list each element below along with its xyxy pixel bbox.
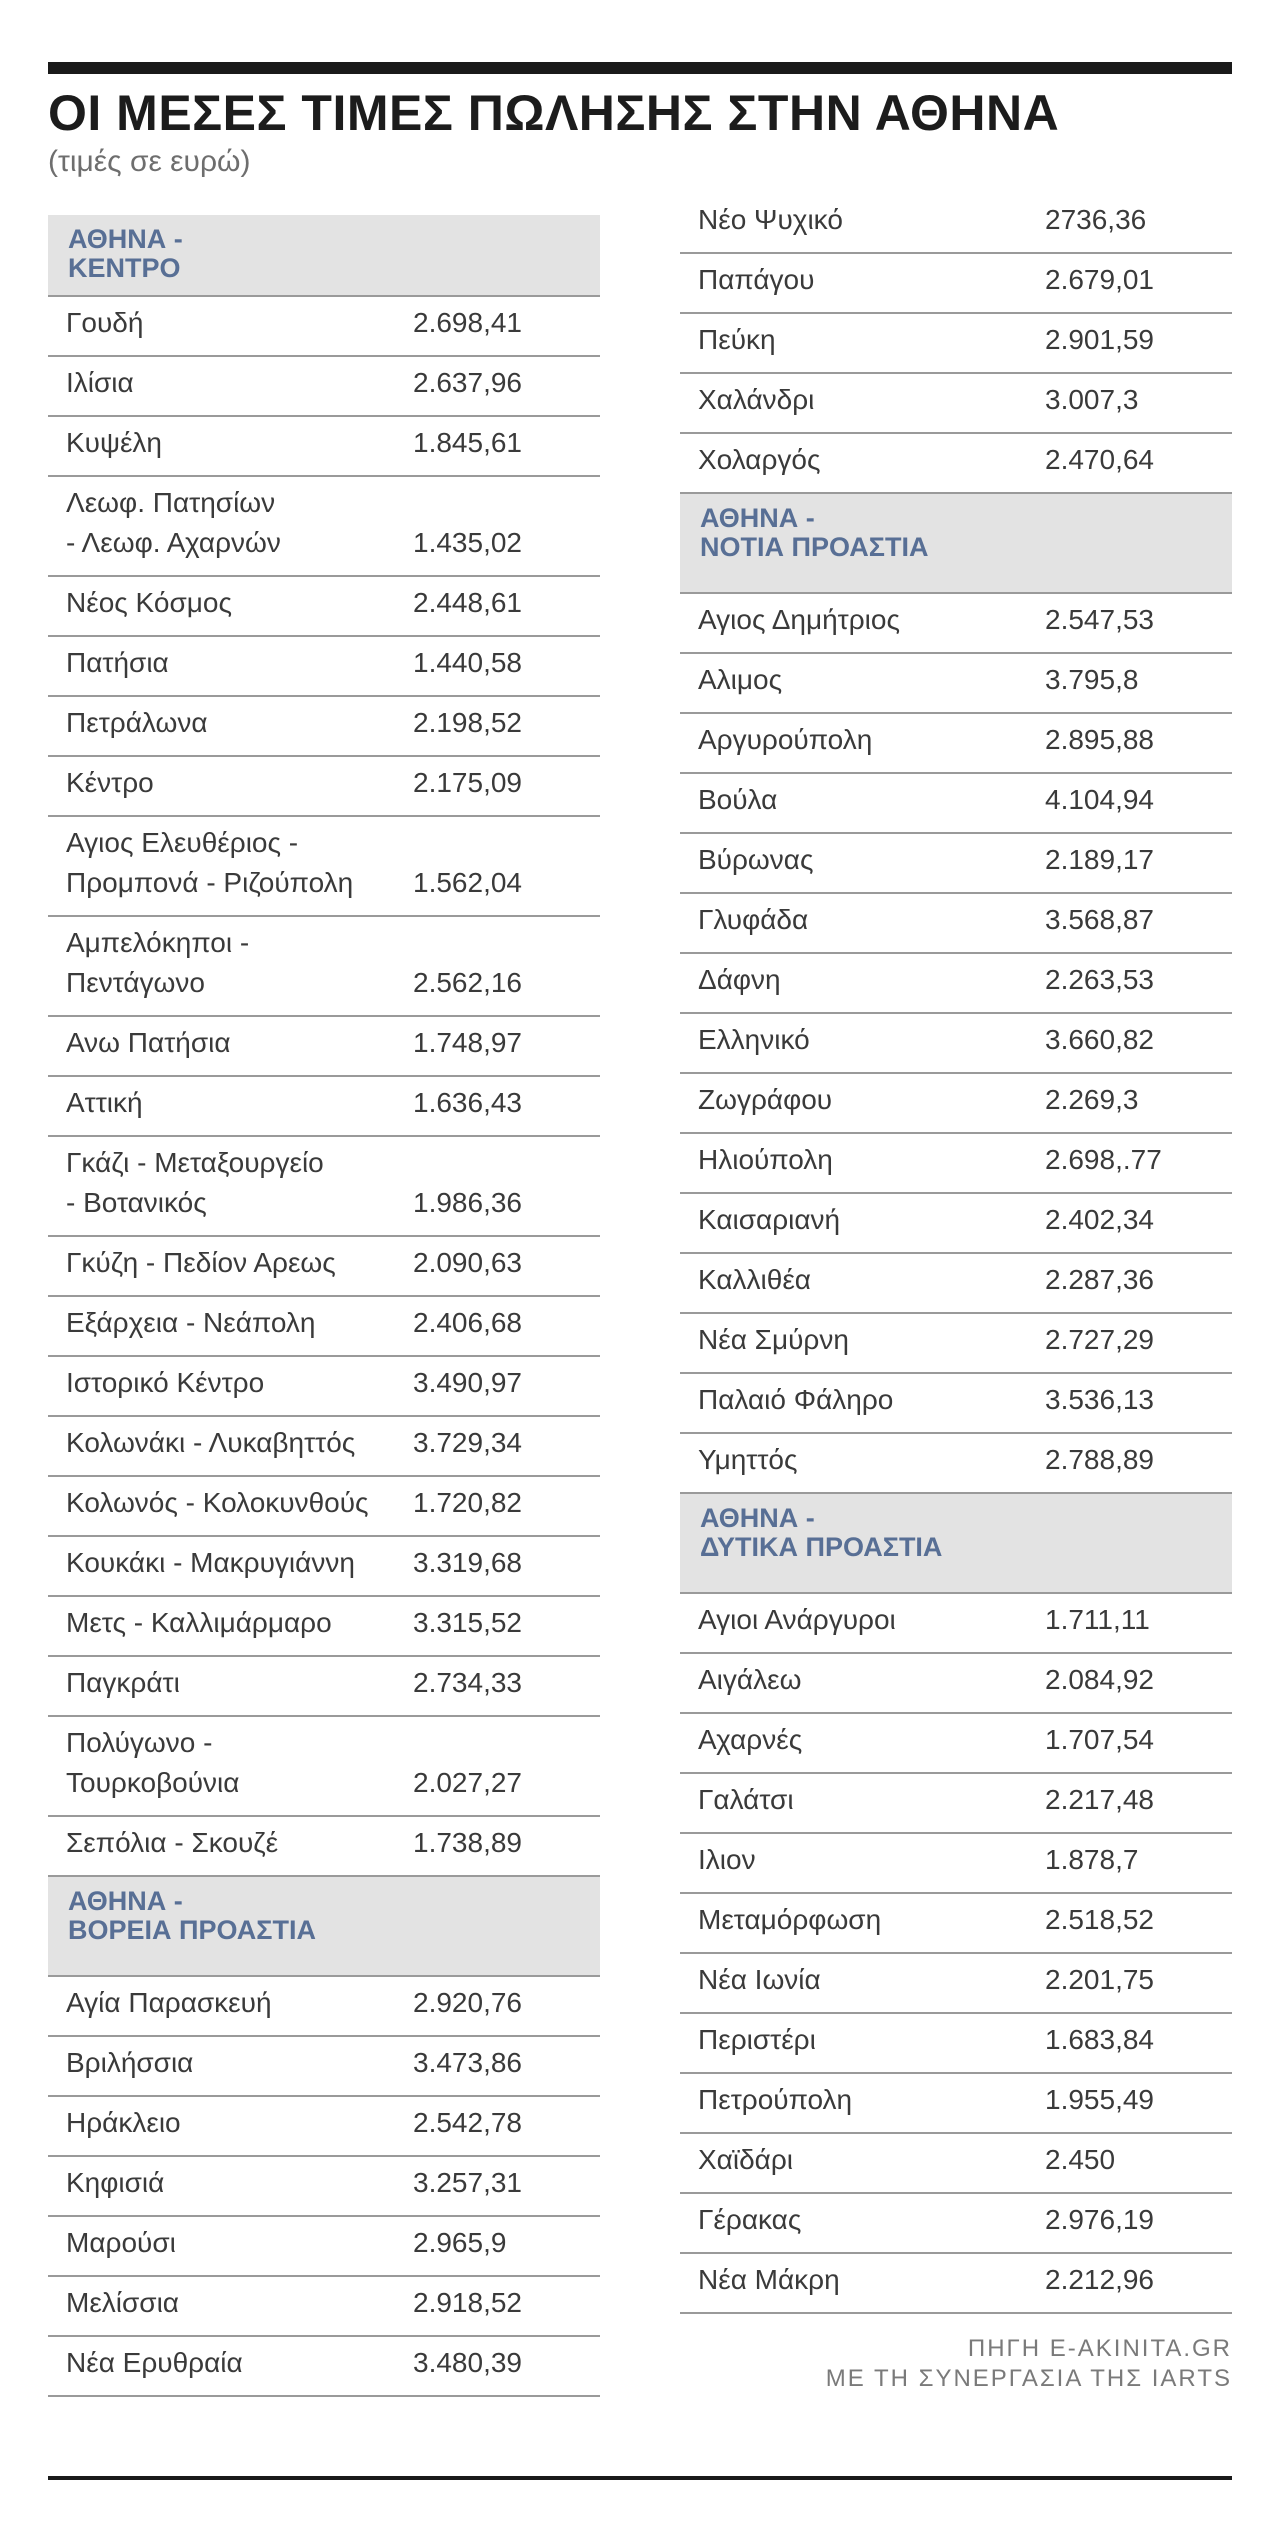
- area-name: Γκύζη - Πεδίον Αρεως: [66, 1247, 336, 1278]
- area-name: Νέα Μάκρη: [698, 2264, 840, 2295]
- area-name: Γέρακας: [698, 2204, 802, 2235]
- price-value: 1.636,43: [413, 1087, 522, 1118]
- table-row: [48, 697, 600, 757]
- area-name: Κολωνός - Κολοκυνθούς: [66, 1487, 369, 1518]
- area-name: Αγιος Δημήτριος: [698, 604, 900, 635]
- table-row: [680, 2254, 1232, 2314]
- table-row: [48, 1597, 600, 1657]
- price-value: 1.720,82: [413, 1487, 522, 1518]
- price-value: 1.440,58: [413, 647, 522, 678]
- section-header-dytika: [680, 1494, 1232, 1594]
- area-name: Χολαργός: [698, 444, 821, 475]
- area-name: Νέα Σμύρνη: [698, 1324, 849, 1355]
- table-row: [680, 314, 1232, 374]
- price-value: 2.198,52: [413, 707, 522, 738]
- price-value: 3.480,39: [413, 2347, 522, 2378]
- area-name: Πετρούπολη: [698, 2084, 853, 2115]
- price-value: 2.212,96: [1045, 2264, 1154, 2295]
- area-name: Γλυφάδα: [698, 904, 809, 935]
- table-row: [680, 374, 1232, 434]
- table-row: [48, 2037, 600, 2097]
- table-row: [680, 1434, 1232, 1494]
- area-name: Κυψέλη: [66, 427, 163, 458]
- table-row: [48, 2217, 600, 2277]
- area-name: Νέα Ερυθραία: [66, 2347, 243, 2378]
- table-row: [680, 2194, 1232, 2254]
- top-rule: [48, 62, 1232, 74]
- area-name: Παγκράτι: [66, 1667, 180, 1698]
- page-subtitle: (τιμές σε ευρώ): [48, 145, 251, 178]
- area-name: Χαλάνδρι: [698, 384, 815, 415]
- voreia-table-left: [48, 1977, 600, 2397]
- table-row: [48, 757, 600, 817]
- area-name: Αγία Παρασκευή: [66, 1987, 272, 2018]
- price-value: 2.201,75: [1045, 1964, 1154, 1995]
- price-value: 2.448,61: [413, 587, 522, 618]
- price-value: 3.536,13: [1045, 1384, 1154, 1415]
- table-row: [680, 254, 1232, 314]
- price-value: 2.918,52: [413, 2287, 522, 2318]
- price-value: 3.795,8: [1045, 664, 1139, 695]
- area-name: Γουδή: [66, 307, 144, 338]
- area-name: Υμηττός: [698, 1444, 798, 1475]
- table-row: [680, 1654, 1232, 1714]
- area-name: Μελίσσια: [66, 2287, 179, 2318]
- table-row: [48, 477, 600, 577]
- price-value: 1.711,11: [1045, 1604, 1150, 1635]
- price-value: 2.269,3: [1045, 1084, 1139, 1115]
- section-header-line2: ΔΥΤΙΚΑ ΠΡΟΑΣΤΙΑ: [700, 1532, 943, 1562]
- area-name: Εξάρχεια - Νεάπολη: [66, 1307, 316, 1338]
- table-row: [680, 194, 1232, 254]
- area-name: Αγιοι Ανάργυροι: [698, 1604, 896, 1635]
- price-value: 2.547,53: [1045, 604, 1154, 635]
- table-row: [48, 1817, 600, 1877]
- area-name: Αττική: [66, 1087, 143, 1118]
- area-name: Πετράλωνα: [66, 707, 208, 738]
- section-header-line1: ΑΘΗΝΑ -: [700, 503, 815, 533]
- price-value: 2.965,9: [413, 2227, 507, 2258]
- table-row: [48, 2157, 600, 2217]
- table-row: [680, 714, 1232, 774]
- price-value: 2.287,36: [1045, 1264, 1154, 1295]
- price-value: 2.402,34: [1045, 1204, 1154, 1235]
- price-value: 3.319,68: [413, 1547, 522, 1578]
- table-row: [48, 1137, 600, 1237]
- area-name: Κουκάκι - Μακρυγιάννη: [66, 1547, 355, 1578]
- area-name: Δάφνη: [698, 964, 781, 995]
- area-name: Ιλιον: [698, 1844, 756, 1875]
- price-value: 1.435,02: [413, 527, 522, 558]
- price-value: 3.490,97: [413, 1367, 522, 1398]
- page-title: ΟΙ ΜΕΣΕΣ ΤΙΜΕΣ ΠΩΛΗΣΗΣ ΣΤΗΝ ΑΘΗΝΑ: [48, 85, 1060, 141]
- price-value: 2.189,17: [1045, 844, 1154, 875]
- area-name: Πεύκη: [698, 324, 776, 355]
- area-name: Νέο Ψυχικό: [698, 204, 843, 235]
- notia-table: [680, 594, 1232, 1494]
- price-value: 3.568,87: [1045, 904, 1154, 935]
- price-value: 2.263,53: [1045, 964, 1154, 995]
- price-value: 2.734,33: [413, 1667, 522, 1698]
- source-line-1: ΠΗΓΗ E-AKINITA.GR: [967, 2335, 1232, 2362]
- table-row: [680, 654, 1232, 714]
- section-header-notia: [680, 494, 1232, 594]
- table-row: [680, 1774, 1232, 1834]
- area-name: Περιστέρι: [698, 2024, 816, 2055]
- source-credit: [826, 2334, 1232, 2394]
- area-name: Ιλίσια: [66, 367, 134, 398]
- area-name: Νέος Κόσμος: [66, 587, 232, 618]
- price-value: 2.217,48: [1045, 1784, 1154, 1815]
- table-row: [680, 834, 1232, 894]
- area-name: Ιστορικό Κέντρο: [66, 1367, 265, 1398]
- table-row: [48, 1357, 600, 1417]
- area-name: Πατήσια: [66, 647, 169, 678]
- table-row: [680, 1014, 1232, 1074]
- section-header-line2: ΚΕΝΤΡΟ: [68, 253, 181, 283]
- table-row: [48, 1977, 600, 2037]
- price-value: 2.698,.77: [1045, 1144, 1162, 1175]
- price-value: 3.473,86: [413, 2047, 522, 2078]
- area-name: Ηράκλειο: [66, 2107, 181, 2138]
- price-value: 2.175,09: [413, 767, 522, 798]
- area-name: Παλαιό Φάληρο: [698, 1384, 894, 1415]
- area-name: Αργυρούπολη: [698, 724, 873, 755]
- area-name: Ανω Πατήσια: [66, 1027, 231, 1058]
- area-name: Αλιμος: [698, 664, 783, 695]
- price-value: 1.955,49: [1045, 2084, 1154, 2115]
- price-value: 2.901,59: [1045, 324, 1154, 355]
- table-row: [680, 1714, 1232, 1774]
- table-row: [48, 1237, 600, 1297]
- price-value: 2.637,96: [413, 367, 522, 398]
- price-value: 2.788,89: [1045, 1444, 1154, 1475]
- section-header-line1: ΑΘΗΝΑ -: [68, 1886, 183, 1916]
- area-name: Λεωφ. Πατησίων - Λεωφ. Αχαρνών: [66, 487, 281, 558]
- dytika-table: [680, 1594, 1232, 2314]
- table-row: [680, 1834, 1232, 1894]
- price-value: 1.738,89: [413, 1827, 522, 1858]
- table-row: [48, 637, 600, 697]
- table-row: [48, 1417, 600, 1477]
- price-value: 2.920,76: [413, 1987, 522, 2018]
- table-row: [680, 434, 1232, 494]
- section-header-line1: ΑΘΗΝΑ -: [700, 1503, 815, 1533]
- area-name: Χαϊδάρι: [698, 2144, 794, 2175]
- price-value: 2.562,16: [413, 967, 522, 998]
- table-row: [48, 1657, 600, 1717]
- area-name: Γκάζι - Μεταξουργείο - Βοτανικός: [66, 1147, 324, 1218]
- table-row: [680, 2074, 1232, 2134]
- price-value: 1.683,84: [1045, 2024, 1154, 2055]
- price-value: 1.707,54: [1045, 1724, 1154, 1755]
- table-row: [680, 2134, 1232, 2194]
- area-name: Κολωνάκι - Λυκαβηττός: [66, 1427, 356, 1458]
- price-value: 2.976,19: [1045, 2204, 1154, 2235]
- table-row: [680, 1594, 1232, 1654]
- table-row: [680, 1374, 1232, 1434]
- table-row: [680, 894, 1232, 954]
- section-header-kentro: [48, 215, 600, 297]
- area-name: Αμπελόκηποι - Πεντάγωνο: [66, 927, 250, 998]
- table-row: [48, 577, 600, 637]
- source-line-2: ΜΕ ΤΗ ΣΥΝΕΡΓΑΣΙΑ ΤΗΣ IARTS: [825, 2365, 1232, 2392]
- kentro-table: [48, 297, 600, 1877]
- area-name: Αιγάλεω: [698, 1664, 802, 1695]
- price-value: 2.450: [1045, 2144, 1116, 2175]
- price-value: 2.727,29: [1045, 1324, 1154, 1355]
- price-value: 3.660,82: [1045, 1024, 1154, 1055]
- table-row: [48, 1017, 600, 1077]
- table-row: [48, 1077, 600, 1137]
- price-value: 4.104,94: [1045, 784, 1154, 815]
- section-header-line1: ΑΘΗΝΑ -: [68, 224, 183, 254]
- section-header-line2: ΒΟΡΕΙΑ ΠΡΟΑΣΤΙΑ: [68, 1915, 316, 1945]
- table-row: [48, 1537, 600, 1597]
- area-name: Καισαριανή: [698, 1204, 841, 1235]
- table-row: [48, 1297, 600, 1357]
- price-value: 1.878,7: [1045, 1844, 1139, 1875]
- table-row: [680, 594, 1232, 654]
- table-row: [48, 1717, 600, 1817]
- section-header-voreia: [48, 1877, 600, 1977]
- area-name: Βριλήσσια: [66, 2047, 194, 2078]
- table-row: [680, 1254, 1232, 1314]
- area-name: Γαλάτσι: [698, 1784, 794, 1815]
- area-name: Κέντρο: [66, 767, 154, 798]
- price-value: 2736,36: [1045, 204, 1147, 235]
- area-name: Βύρωνας: [698, 844, 814, 875]
- table-row: [48, 357, 600, 417]
- price-value: 2.084,92: [1045, 1664, 1154, 1695]
- price-value: 3.315,52: [413, 1607, 522, 1638]
- price-value: 2.518,52: [1045, 1904, 1154, 1935]
- table-row: [680, 1314, 1232, 1374]
- table-row: [680, 1954, 1232, 2014]
- price-value: 3.257,31: [413, 2167, 522, 2198]
- table-row: [48, 817, 600, 917]
- price-value: 1.986,36: [413, 1187, 522, 1218]
- table-row: [48, 2337, 600, 2397]
- price-value: 2.895,88: [1045, 724, 1154, 755]
- area-name: Νέα Ιωνία: [698, 1964, 821, 1995]
- area-name: Πολύγωνο - Τουρκοβούνια: [66, 1727, 240, 1798]
- right-column: [680, 194, 1232, 2314]
- price-value: 1.562,04: [413, 867, 522, 898]
- table-row: [680, 774, 1232, 834]
- price-value: 2.090,63: [413, 1247, 522, 1278]
- table-row: [680, 1134, 1232, 1194]
- area-name: Ζωγράφου: [698, 1084, 833, 1115]
- area-name: Ηλιούπολη: [698, 1144, 833, 1175]
- area-name: Καλλιθέα: [698, 1264, 811, 1295]
- price-value: 3.729,34: [413, 1427, 522, 1458]
- section-header-line2: ΝΟΤΙΑ ΠΡΟΑΣΤΙΑ: [700, 532, 929, 562]
- area-name: Αχαρνές: [698, 1724, 803, 1755]
- area-name: Παπάγου: [698, 264, 815, 295]
- area-name: Σεπόλια - Σκουζέ: [66, 1827, 279, 1858]
- area-name: Κηφισιά: [66, 2167, 165, 2198]
- area-name: Μαρούσι: [66, 2227, 176, 2258]
- bottom-rule: [48, 2476, 1232, 2480]
- price-value: 2.027,27: [413, 1767, 522, 1798]
- table-row: [680, 1894, 1232, 1954]
- price-value: 2.406,68: [413, 1307, 522, 1338]
- table-row: [680, 2014, 1232, 2074]
- price-value: 2.470,64: [1045, 444, 1154, 475]
- area-name: Ελληνικό: [698, 1024, 810, 1055]
- table-row: [48, 417, 600, 477]
- price-value: 1.845,61: [413, 427, 522, 458]
- table-row: [48, 297, 600, 357]
- voreia-table-right: [680, 194, 1232, 494]
- area-name: Μετς - Καλλιμάρμαρο: [66, 1607, 332, 1638]
- left-column: [48, 215, 600, 2397]
- table-row: [48, 2277, 600, 2337]
- table-row: [48, 2097, 600, 2157]
- table-row: [680, 1194, 1232, 1254]
- table-row: [48, 917, 600, 1017]
- table-row: [680, 954, 1232, 1014]
- price-value: 2.542,78: [413, 2107, 522, 2138]
- table-row: [48, 1477, 600, 1537]
- price-value: 2.679,01: [1045, 264, 1154, 295]
- price-value: 2.698,41: [413, 307, 522, 338]
- area-name: Μεταμόρφωση: [698, 1904, 882, 1935]
- price-value: 1.748,97: [413, 1027, 522, 1058]
- table-row: [680, 1074, 1232, 1134]
- area-name: Βούλα: [698, 784, 778, 815]
- area-name: Αγιος Ελευθέριος - Προμπονά - Ριζούπολη: [66, 827, 354, 898]
- price-value: 3.007,3: [1045, 384, 1139, 415]
